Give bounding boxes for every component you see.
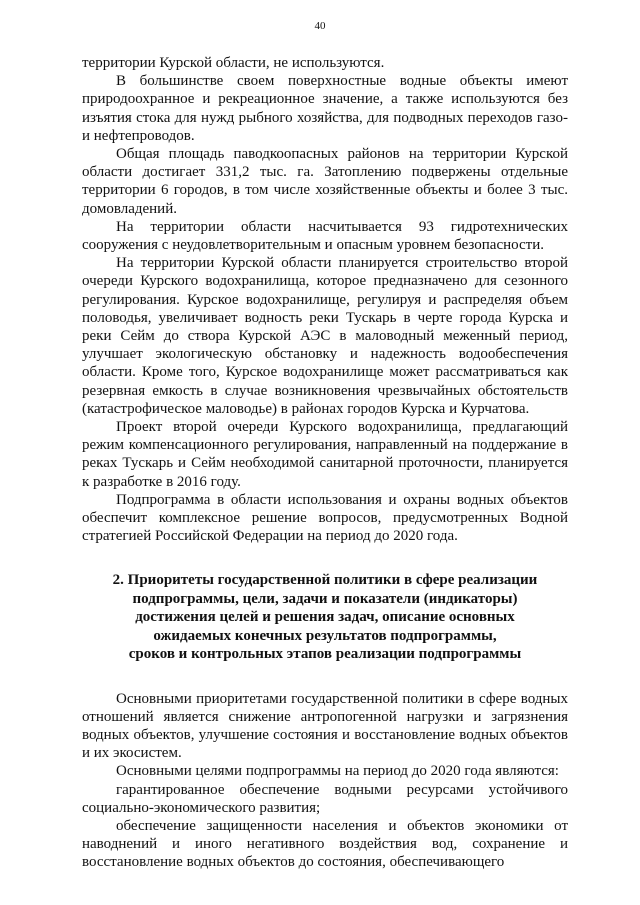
paragraph-priorities: Основными приоритетами государственной политики в сфере водных отношений является снижение антропогенной нагрузки и загрязнения водных объектов, улучшение состояния и восстановление водных объектов и их экосистем. — [82, 690, 568, 762]
section-heading-line: ожидаемых конечных результатов подпрограммы, — [153, 627, 497, 644]
section-heading-line: подпрограммы, цели, задачи и показатели (индикаторы) — [132, 590, 518, 607]
paragraph-goal-water-supply: гарантированное обеспечение водными ресурсами устойчивого социально-экономического развития; — [82, 781, 568, 816]
paragraph-subprogram-solution: Подпрограмма в области использования и охраны водных объектов обеспечит комплексное решение вопросов, предусмотренных Водной стратегией Российской Федерации на период до 2020 года. — [82, 491, 568, 545]
section-heading-line: достижения целей и решения задач, описание основных — [135, 609, 515, 626]
paragraph-surface-water: В большинстве своем поверхностные водные объекты имеют природоохранное и рекреационное значение, а также используются без изъятия стока для нужд рыбного хозяйства, для подводных переходов газо- и нефтепроводов. — [82, 73, 568, 144]
paragraph-flood-areas: Общая площадь паводкоопасных районов на территории Курской области достигает 331,2 тыс. га. Затоплению подвержены отдельные территории 6 городов, в том числе хозяйственные объекты и более 3 тыс. домовладений. — [82, 146, 568, 217]
paragraph-goal-flood-protection: обеспечение защищенности населения и объектов экономики от наводнений и иного негативного воздействия вод, сохранение и восстановление водных объектов до состояния, обеспечивающего — [82, 817, 568, 871]
paragraph-goals-intro: Основными целями подпрограммы на период до 2020 года являются: — [116, 763, 559, 780]
paragraph-reservoir-construction: На территории Курской области планируется строительство второй очереди Курского водохранилища, которое предназначено для сезонного регулирования. Курское водохранилище, регулируя и распределяя объем половодья, увеличивает водность реки Тускарь в черте города Курска и реки Сейм до створа Курской АЭС в маловодный меженный период, улучшает экологическую обстановку и надежность водообеспечения области. Кроме того, Курское водохранилище может рассматриваться как резервная емкость в случае возникновения чрезвычайных обстоятельств (катастрофическое маловодье) в районах городов Курска и Курчатова. — [82, 255, 568, 417]
section-heading — [82, 571, 568, 663]
paragraph-hydraulic-structures: На территории области насчитывается 93 гидротехнических сооружения с неудовлетворительным и опасным уровнем безопасности. — [82, 218, 568, 254]
section-heading-line: 2. Приоритеты государственной политики в сфере реализации — [112, 572, 538, 589]
section-heading-line: сроков и контрольных этапов реализации подпрограммы — [128, 646, 522, 663]
paragraph-reservoir-project: Проект второй очереди Курского водохранилища, предлагающий режим компенсационного регулирования, направленный на поддержание в реках Тускарь и Сейм необходимой санитарной проточности, планируется к разработке в 2016 году. — [82, 419, 568, 490]
document-body — [82, 54, 568, 872]
page-number: 40 — [314, 20, 326, 32]
paragraph-continuation: территории Курской области, не используются. — [82, 55, 385, 71]
